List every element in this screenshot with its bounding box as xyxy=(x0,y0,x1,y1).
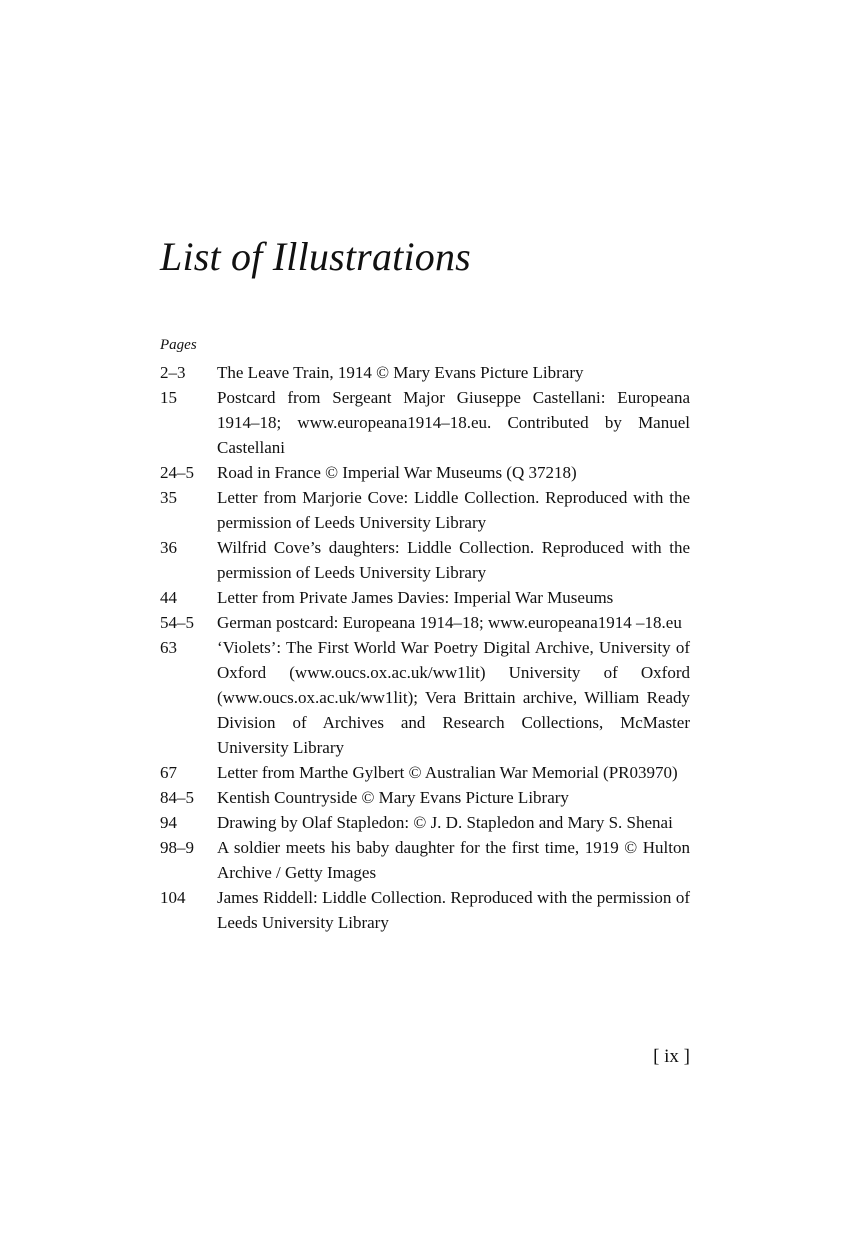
list-item xyxy=(160,835,690,885)
list-item xyxy=(160,360,690,385)
page-number: 67 xyxy=(160,763,177,782)
list-item xyxy=(160,485,690,535)
illustration-credit: The Leave Train, 1914 © Mary Evans Picture Library xyxy=(217,363,584,382)
illustration-credit: German postcard: Europeana 1914–18; www.europeana1914 –18.eu xyxy=(217,613,682,632)
illustration-credit: Letter from Marthe Gylbert © Australian War Memorial (PR03970) xyxy=(217,763,678,782)
illustration-credit: James Riddell: Liddle Collection. Reproduced with the permission of Leeds University Library xyxy=(217,888,690,932)
illustration-credit: Letter from Private James Davies: Imperial War Museums xyxy=(217,588,614,607)
page-number: 24–5 xyxy=(160,463,194,482)
page-number: 98–9 xyxy=(160,838,194,857)
page-number: 94 xyxy=(160,813,177,832)
illustration-credit: Drawing by Olaf Stapledon: © J. D. Stapledon and Mary S. Shenai xyxy=(217,813,673,832)
page-title: List of Illustrations xyxy=(160,234,471,279)
list-item xyxy=(160,460,690,485)
pages-column-label: Pages xyxy=(160,337,197,353)
list-item xyxy=(160,635,690,760)
page-number: 54–5 xyxy=(160,613,194,632)
list-item xyxy=(160,885,690,935)
illustration-credit: Wilfrid Cove’s daughters: Liddle Collection. Reproduced with the permission of Leeds University Library xyxy=(217,538,690,582)
illustration-credit: Letter from Marjorie Cove: Liddle Collection. Reproduced with the permission of Leeds University Library xyxy=(217,488,690,532)
illustration-credit: Postcard from Sergeant Major Giuseppe Castellani: Europeana 1914–18; www.europeana1914–18.eu. Contributed by Manuel Castellani xyxy=(217,388,690,457)
list-item xyxy=(160,385,690,460)
list-item xyxy=(160,760,690,785)
list-item xyxy=(160,785,690,810)
page-number: 104 xyxy=(160,888,186,907)
page-number: 15 xyxy=(160,388,177,407)
list-item xyxy=(160,610,690,635)
illustration-credit: Kentish Countryside © Mary Evans Picture Library xyxy=(217,788,569,807)
illustration-credit: ‘Violets’: The First World War Poetry Digital Archive, University of Oxford (www.oucs.ox.ac.uk/ww1lit) University of Oxford (www.oucs.ox.ac.uk/ww1lit); Vera Brittain archive, William Ready Division of Archives and Research Collections, McMaster University Library xyxy=(217,638,690,757)
list-item xyxy=(160,585,690,610)
page-number: 84–5 xyxy=(160,788,194,807)
page-number: 2–3 xyxy=(160,363,186,382)
page-number: 36 xyxy=(160,538,177,557)
illustration-credit: Road in France © Imperial War Museums (Q 37218) xyxy=(217,463,577,482)
page-folio: [ ix ] xyxy=(653,1046,690,1067)
list-item xyxy=(160,810,690,835)
page-number: 63 xyxy=(160,638,177,657)
illustration-credit: A soldier meets his baby daughter for the first time, 1919 © Hulton Archive / Getty Images xyxy=(217,838,690,882)
list-item xyxy=(160,535,690,585)
illustrations-list xyxy=(160,360,690,935)
page-number: 44 xyxy=(160,588,177,607)
page-number: 35 xyxy=(160,488,177,507)
